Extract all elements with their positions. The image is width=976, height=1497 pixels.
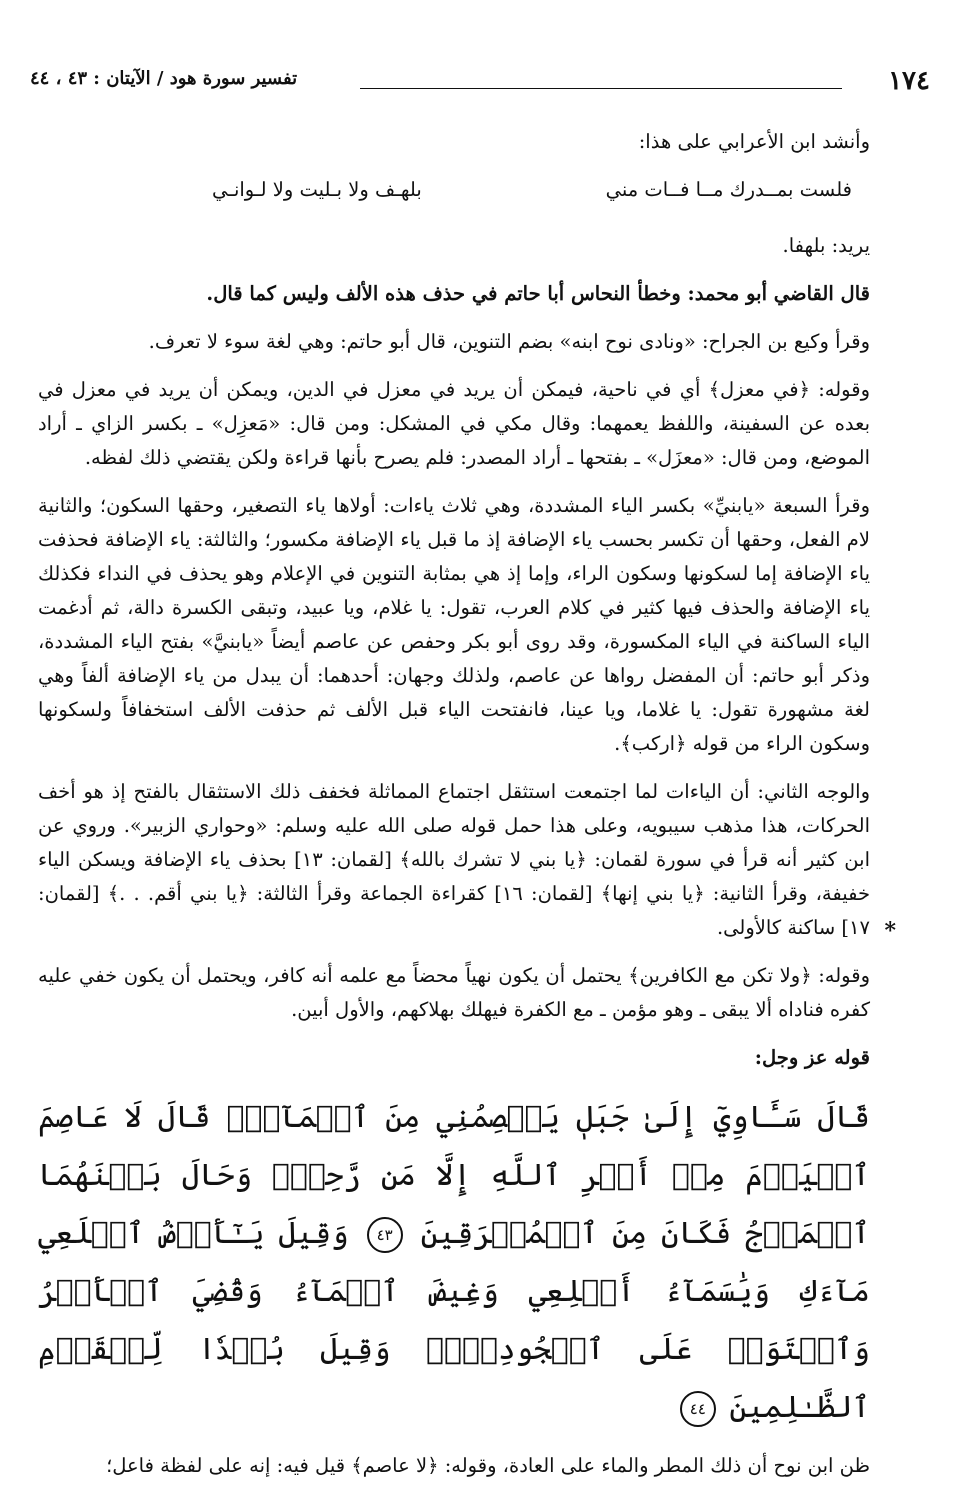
running-head: تفسير سورة هود / الآيتان : ٤٣ ، ٤٤ [30,68,298,89]
quran-part-1: قَالَ سَـَٔاوِيٓ إِلَىٰ جَبَلٖ يَعۡصِمُنِي مِنَ ٱلۡمَآءِۚ قَالَ لَا عَاصِمَ ٱلۡيَوۡمَ مِنۡ أَمۡرِ ٱللَّهِ إِلَّا مَن رَّحِمَۚ وَحَالَ بَيۡنَهُمَا ٱلۡمَوۡجُ فَكَانَ مِنَ ٱلۡمُغۡرَقِينَ [38,1100,870,1251]
paragraph-3: وقرأ وكيع بن الجراح: «ونادى نوح ابنه» بضم التنوين، قال أبو حاتم: وهي لغة سوء لا تعرف. [148,330,870,353]
quran-part-2: وَقِيلَ يَـٰٓأَرۡضُ ٱبۡلَعِي مَآءَكِ وَيَٰسَمَآءُ أَقۡلِعِي وَغِيضَ ٱلۡمَآءُ وَقُضِيَ ٱلۡأَمۡرُ وَٱسۡتَوَتۡ عَلَى ٱلۡجُودِيِّۖ وَقِيلَ بُعۡدٗا لِّلۡقَوۡمِ ٱلظَّـٰلِمِينَ [38,1216,870,1425]
poem-hemistich-1: فلست بمــدرك مــا فــات مني [605,178,852,201]
last-paragraph: ظن ابن نوح أن ذلك المطر والماء على العادة، وقوله: ﴿لا عاصم﴾ قيل فيه: إنه على لفظة فاعل؛ [106,1454,870,1477]
page-number: ١٧٤ [888,66,930,96]
verse-intro: قوله عز وجل: [754,1046,870,1069]
main-text [38,125,870,1497]
paragraph-6: والوجه الثاني: أن الياءات لما اجتمعت استثقل اجتماع المماثلة فخفف ذلك الاستثقال بالفتح إذ هو أخف الحركات، هذا مذهب سيبويه، وعلى هذا حمل قوله صلى الله عليه وسلم: «وحواري الزبير». وروي عن ابن كثير أنه قرأ في سورة لقمان: ﴿يا بني لا تشرك بالله﴾ [لقمان: ١٣] بحذف ياء الإضافة ويسكن الياء خفيفة، وقرأ الثانية: ﴿يا بني إنها﴾ [لقمان: ١٦] كقراءة الجماعة وقرأ الثالثة: ﴿يا بني أقم. . .﴾ [لقمان: ١٧] ساكنة كالأولى. [38,780,870,939]
header-rule [360,88,842,89]
quran-verses [38,1089,870,1437]
paragraph-1: يريد: بلهفا. [782,234,870,257]
page-header [30,62,930,102]
paragraph-7: وقوله: ﴿ولا تكن مع الكافرين﴾ يحتمل أن يكون نهياً محضاً مع علمه أنه كافر، ويحتمل أن يكون خفي عليه كفره فناداه ألا يبقى ـ وهو مؤمن ـ مع الكفرة فيهلك بهلاكهم، والأول أبين. [38,964,870,1021]
margin-asterisk: * [884,918,896,944]
ayah-number-44: ٤٤ [680,1391,716,1427]
poem-verse [212,173,852,207]
paragraph-2: قال القاضي أبو محمد: وخطأ النحاس أبا حاتم في حذف هذه الألف وليس كما قال. [206,282,870,305]
paragraph-4: وقوله: ﴿في معزل﴾ أي في ناحية، فيمكن أن يريد في معزل في الدين، ويمكن أن يريد في معزل في بعده عن السفينة، واللفظ يعمهما: وقال مكي في المشكل: ومن قال: «مَعزِل» ـ بكسر الزاي ـ أراد الموضع، ومن قال: «معزَل» ـ بفتحها ـ أراد المصدر: فلم يصرح بأنها قراءة ولكن يقتضي ذلك لفظه. [38,378,870,469]
ayah-number-43: ٤٣ [367,1217,403,1253]
poem-hemistich-2: بلهـف ولا بـليت ولا لـوانـي [212,178,422,201]
paragraph-5: وقرأ السبعة «يابنيِّ» بكسر الياء المشددة، وهي ثلاث ياءات: أولاها ياء التصغير، وحقها السكون؛ والثانية لام الفعل، وحقها أن تكسر بحسب ياء الإضافة إذ ما قبل ياء الإضافة مكسور؛ والثالثة: ياء الإضافة فحذفت ياء الإضافة إما لسكونها وسكون الراء، وإما إذ هي بمثابة التنوين في الإعلام وهو يحذف في النداء فكذلك ياء الإضافة والحذف فيها كثير في كلام العرب، تقول: يا غلام، ويا عبيد، وتبقى الكسرة دالة، ثم أدغمت الياء الساكنة في الياء المكسورة، وقد روى أبو بكر وحفص عن عاصم أيضاً «يابنيَّ» بفتح الياء المشددة، وذكر أبو حاتم: أن المفضل رواها عن عاصم، ولذلك وجهان: أحدهما: أن يبدل من ياء الإضافة ألفاً وهي لغة مشهورة تقول: يا غلاما، ويا عينا، فانفتحت الياء قبل الألف ثم حذفت الألف استخفافاً ولسكونها وسكون الراء من قوله ﴿اركب﴾. [38,494,870,755]
poem-intro: وأنشد ابن الأعرابي على هذا: [638,130,870,153]
